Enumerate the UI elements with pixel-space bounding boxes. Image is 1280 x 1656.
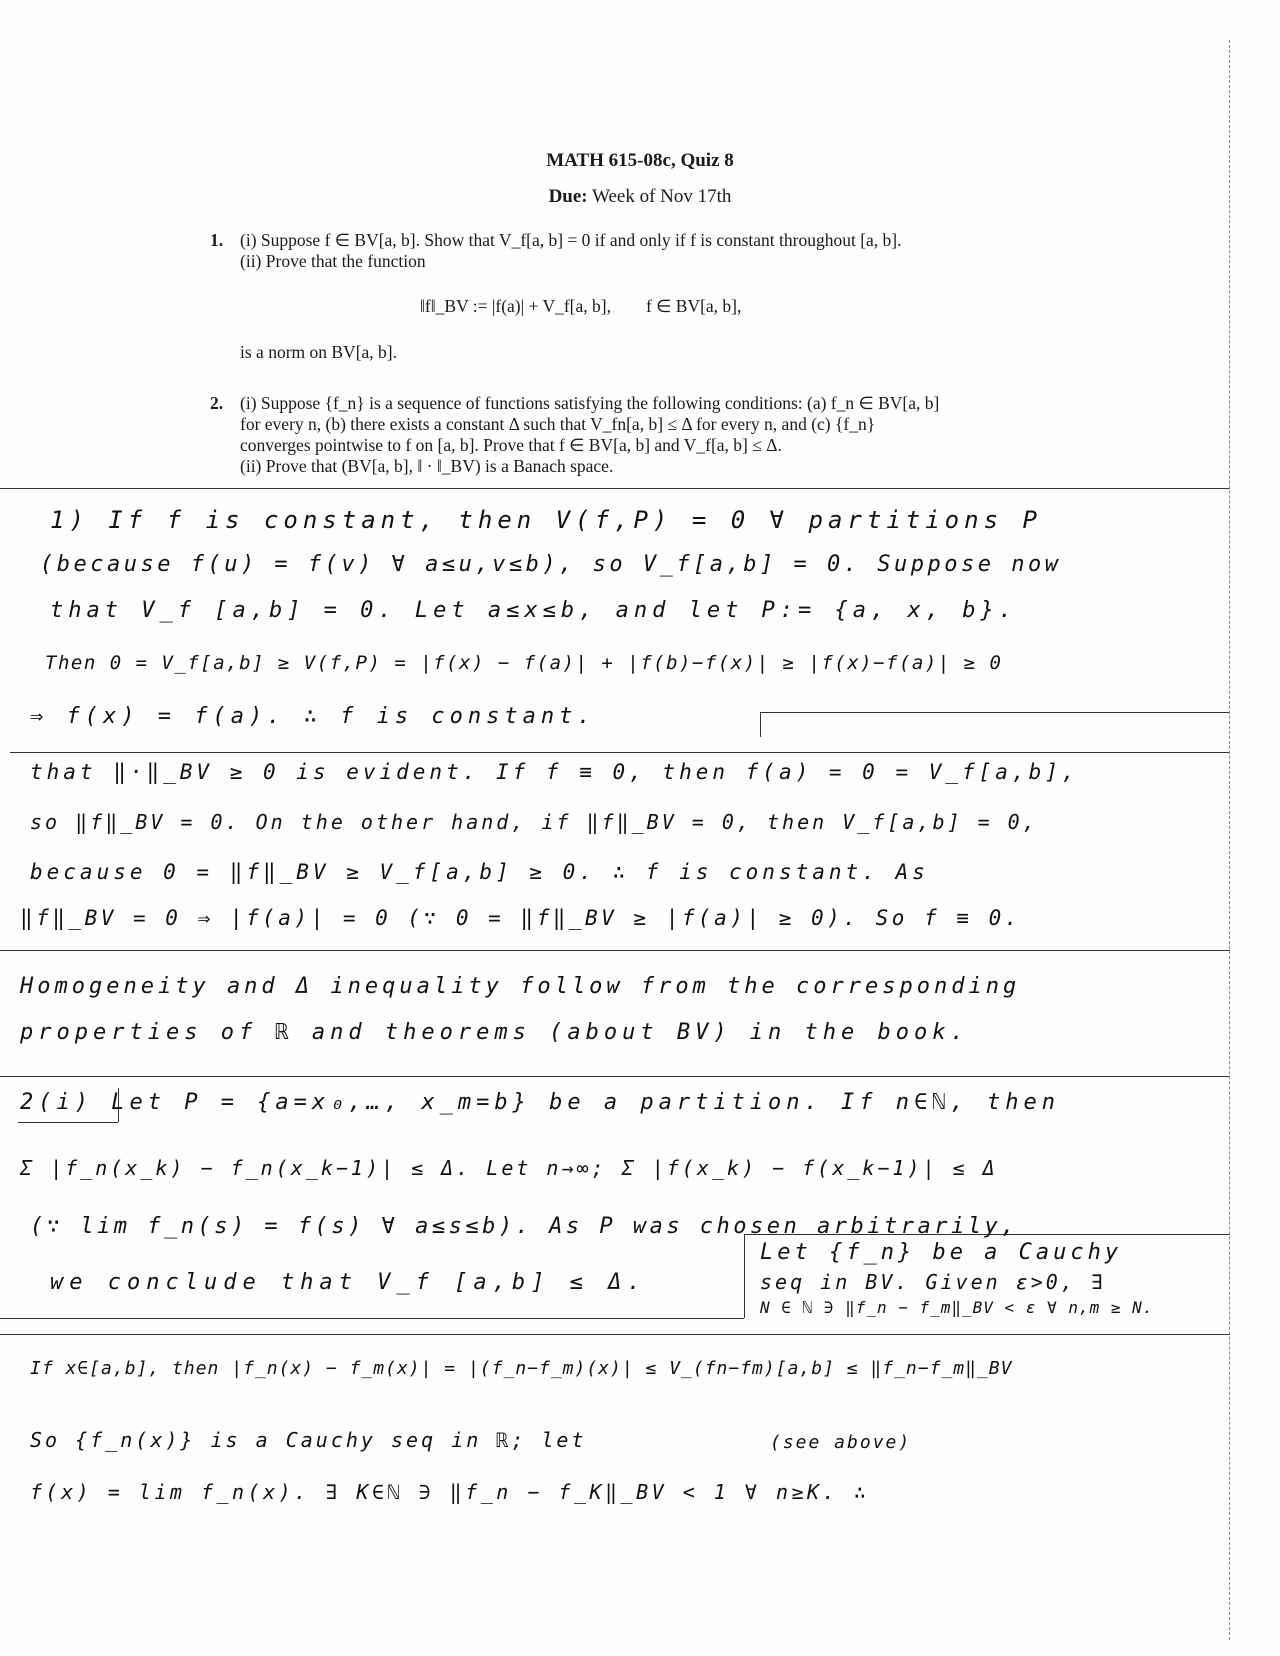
hw-line: because 0 = ‖f‖_BV ≥ V_f[a,b] ≥ 0. ∴ f is constant. As <box>30 860 929 884</box>
hw-line: f(x) = lim f_n(x). ∃ K∈ℕ ∋ ‖f_n − f_K‖_BV < 1 ∀ n≥K. ∴ <box>30 1480 870 1504</box>
scan-edge <box>1229 40 1230 1640</box>
hw-line: If x∈[a,b], then |f_n(x) − f_m(x)| = |(f_n−f_m)(x)| ≤ V_(fn−fm)[a,b] ≤ ‖f_n−f_m‖_BV <box>30 1358 1013 1379</box>
quiz-title: MATH 615-08c, Quiz 8 <box>546 150 734 171</box>
quiz-header <box>0 150 1280 208</box>
divider <box>760 712 761 737</box>
q2-line-2: for every n, (b) there exists a constant Δ such that V_fn[a, b] ≤ Δ for every n, and (c) {f_n} <box>240 414 876 434</box>
q2-number: 2. <box>210 393 224 413</box>
q1-number: 1. <box>210 230 224 250</box>
hw-line: Σ |f_n(x_k) − f_n(x_k−1)| ≤ Δ. Let n→∞; Σ |f(x_k) − f(x_k−1)| ≤ Δ <box>20 1156 998 1180</box>
q1-norm-line: is a norm on BV[a, b]. <box>240 342 397 362</box>
divider <box>744 1234 745 1318</box>
q1-formula: ‖f‖_BV := |f(a)| + V_f[a, b], f ∈ BV[a, b], <box>420 296 742 316</box>
hw-line: N ∈ ℕ ∋ ‖f_n − f_m‖_BV < ε ∀ n,m ≥ N. <box>760 1298 1154 1317</box>
q2-line-4: (ii) Prove that (BV[a, b], ‖ · ‖_BV) is a Banach space. <box>240 456 614 476</box>
hw-line: Let {f_n} be a Cauchy <box>760 1240 1123 1265</box>
hw-line: Homogeneity and Δ inequality follow from the corresponding <box>20 974 1021 999</box>
due-value: Week of Nov 17th <box>592 186 732 207</box>
divider <box>0 1334 1230 1335</box>
q1-part-i: (i) Suppose f ∈ BV[a, b]. Show that V_f[a, b] = 0 if and only if f is constant throughout [a, b]. <box>240 230 902 250</box>
hw-line: that ‖·‖_BV ≥ 0 is evident. If f ≡ 0, then f(a) = 0 = V_f[a,b], <box>30 760 1079 784</box>
q2-line-3: converges pointwise to f on [a, b]. Prove that f ∈ BV[a, b] and V_f[a, b] ≤ Δ. <box>240 435 782 455</box>
hw-line: we conclude that V_f [a,b] ≤ Δ. <box>50 1270 647 1295</box>
hw-line: 2(i) Let P = {a=x₀,…, x_m=b} be a partition. If n∈ℕ, then <box>20 1090 1060 1115</box>
divider <box>0 488 1230 489</box>
divider <box>10 752 1230 753</box>
hw-line: (because f(u) = f(v) ∀ a≤u,v≤b), so V_f[a,b] = 0. Suppose now <box>40 552 1062 577</box>
divider <box>760 712 1230 713</box>
hw-line: properties of ℝ and theorems (about BV) in the book. <box>20 1020 969 1045</box>
hw-line: So {f_n(x)} is a Cauchy seq in ℝ; let <box>30 1428 587 1452</box>
hw-line: 1) If f is constant, then V(f,P) = 0 ∀ partitions P <box>50 506 1042 534</box>
due-line <box>0 186 1280 208</box>
hw-line: (∵ lim f_n(s) = f(s) ∀ a≤s≤b). As P was chosen arbitrarily, <box>30 1214 1018 1239</box>
divider <box>0 1318 744 1319</box>
divider <box>0 950 1230 951</box>
hw-line: ‖f‖_BV = 0 ⇒ |f(a)| = 0 (∵ 0 = ‖f‖_BV ≥ |f(a)| ≥ 0). So f ≡ 0. <box>20 906 1021 930</box>
hw-line: seq in BV. Given ε>0, ∃ <box>760 1270 1106 1294</box>
divider <box>18 1122 118 1123</box>
hw-line: that V_f [a,b] = 0. Let a≤x≤b, and let P:= {a, x, b}. <box>50 598 1017 623</box>
hw-line: so ‖f‖_BV = 0. On the other hand, if ‖f‖_BV = 0, then V_f[a,b] = 0, <box>30 810 1038 834</box>
hw-line: Then 0 = V_f[a,b] ≥ V(f,P) = |f(x) − f(a)| + |f(b)−f(x)| ≥ |f(x)−f(a)| ≥ 0 <box>45 652 1003 674</box>
hw-line: (see above) <box>770 1432 912 1453</box>
divider <box>0 1076 1230 1077</box>
hw-line: ⇒ f(x) = f(a). ∴ f is constant. <box>30 704 596 729</box>
q2-line-1: (i) Suppose {f_n} is a sequence of functions satisfying the following conditions: (a) f_n ∈ BV[a, b] <box>240 393 940 413</box>
q1-part-ii: (ii) Prove that the function <box>240 251 426 271</box>
due-label: Due: <box>548 186 588 207</box>
